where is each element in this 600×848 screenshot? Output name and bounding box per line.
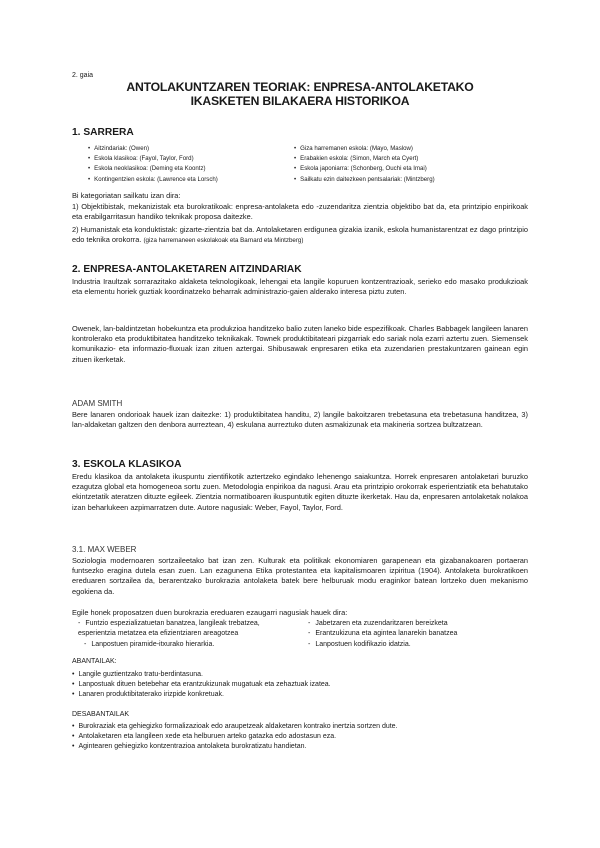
subheading-max-weber: 3.1. MAX WEBER <box>72 545 137 554</box>
school-item: • Eskola neoklasikoa: (Deming eta Koontz) <box>88 164 288 174</box>
school-item: • Eskola klasikoa: (Fayol, Taylor, Ford) <box>88 154 288 164</box>
category-2-paragraph <box>72 225 528 246</box>
feature-item: - Funtzio espezializatuetan banatzea, langileak trebatzea, <box>72 619 308 629</box>
advantages-label: ABANTAILAK: <box>72 658 117 665</box>
disadvantages-list <box>72 722 528 753</box>
bureaucracy-features <box>72 619 528 650</box>
school-item: • Kontingentzien eskola: (Lawrence eta Lorsch) <box>88 175 288 185</box>
feature-item: - Jabetzaren eta zuzendaritzaren bereizketa <box>308 619 528 629</box>
feature-item-continued: esperientzia metatzea eta efizientziaren areagotzea <box>78 630 239 638</box>
disadvantage-item: • Agintearen gehiegizko kontzentrazioa antolaketa burokratizatu handietan. <box>72 742 528 752</box>
weber-paragraph: Soziologia modernoaren sortzaileetako bat izan zen. Kulturak eta politikak ekonomiaren garapenean eta gizabanakoaren portaeran funtsezko eragina dutela esan zuen. Lan ezagunena Etika protestantea eta kapitalismoaren izpiritua (1904). Antolaketa burokratikoen ereduaren sortzailea da, berarentzako burokrazia antolaketa batek bere helburuak modu eraginkor batean lortzeko duen mekanismo egokiena da. <box>72 556 528 596</box>
disadvantage-item: • Antolaketaren eta langileen xede eta helburuen arteko gatazka edo adostasun eza. <box>72 732 528 742</box>
page-label: 2. gaia <box>72 72 94 79</box>
pioneers-paragraph: Owenek, lan-baldintzetan hobekuntza eta produkzioa handitzeko balio zuten laneko bide espezifikoak. Charles Babbagek langileen lanaren kontrolerako eta produktibitatea handitzeko teknikakak. Townek produktibitateari pizgarriak edo sariak nola ezarri aztertu zuen. Siemensek komunikazio- eta informazio-fluxuak izan zituen aztergai. Shibusawak enpresaren etika eta zuzendarien prestakuntzaren gainean egin zituen ikerketak. <box>72 324 528 364</box>
category-2-text: 2) Humanistak eta konduktistak: gizarte-zientzia bat da. Antolaketaren erdigunea gizakia izanik, eskola humanistarentzat ez dago printzipio edo teknika orokorra. <box>72 225 528 245</box>
document-title <box>72 80 528 108</box>
advantage-item: • Lanaren produktibitaterako irizpide konkretuak. <box>72 690 528 700</box>
bureaucracy-intro: Egile honek proposatzen duen burokrazia ereduaren ezaugarri nagusiak hauek dira: <box>72 608 348 617</box>
school-item: • Giza harremanen eskola: (Mayo, Maslow) <box>294 144 494 154</box>
school-item: • Eskola japoniarra: (Schonberg, Ouchi eta Imai) <box>294 164 494 174</box>
school-item: • Erabakien eskola: (Simon, March eta Cyert) <box>294 154 494 164</box>
feature-item: - Erantzukizuna eta agintea lanarekin banatzea <box>308 629 528 639</box>
section-heading-sarrera: 1. SARRERA <box>72 127 134 138</box>
section-heading-aitzindariak: 2. ENPRESA-ANTOLAKETAREN AITZINDARIAK <box>72 264 302 275</box>
classical-school-paragraph: Eredu klasikoa da antolaketa ikuspuntu zientifikotik aztertzeko egindako lehenengo saiakuntza. Horrek enpresaren antolaketari buruzko ezagutza global eta homogeneoa sortu zuen. Metodologia enpirikoa da nagusi. Arau eta printzipio orokorrak esperientziatik eta behatutako ekintzetatik ateratzen dituzte egileek. Zientzia normatiboaren ikuspuntutik egiten dituzte ikerketak. Hau da, enpresaren antolaketak nolakoa izan beharlukeen azpimarratzen dute. Autore nagusiak: Weber, Fayol, Taylor, Ford. <box>72 472 528 512</box>
adam-smith-paragraph: Bere lanaren ondorioak hauek izan daitezke: 1) produktibitatea handitu, 2) langile bakoitzaren trebetasuna eta trebetasuna handitzea, 3) lan-aldaketan galtzen den denbora aurreztean, 4) eskulana aurreztuko duten asmakizunak eta makineria sortzea bultzatzean. <box>72 410 528 430</box>
industrial-revolution-paragraph: Industria Iraultzak sorrarazitako aldaketa teknologikoak, lehengai eta langile kopuruen kontzentrazioak, serieko edo masako produkzioak eta elementu horiek guztiak koordinatzeko beharrak administrazio-gaien alderako interesa piztu zuten. <box>72 277 528 297</box>
category-2-note: (giza harremaneen eskolakoak eta Barnard eta Mintzberg) <box>143 237 304 245</box>
categories-intro: Bi kategoriatan sailkatu izan dira: <box>72 191 181 200</box>
school-item: • Aitzindariak: (Owen) <box>88 144 288 154</box>
feature-item: - Lanpostuen piramide-itxurako hierarkia. <box>72 640 308 650</box>
schools-column-right <box>294 144 494 185</box>
schools-list <box>88 144 528 185</box>
schools-column-left <box>88 144 288 185</box>
advantage-item: • Lanpostuak dituen betebehar eta erantzukizunak mugatuak eta zehaztuak izatea. <box>72 680 528 690</box>
school-item: • Sailkatu ezin daitezkeen pentsalariak: (Mintzberg) <box>294 175 494 185</box>
disadvantage-item: • Burokraziak eta gehiegizko formalizazioak edo araupetzeak aldaketaren kontrako inertzia sortzen dute. <box>72 722 528 732</box>
title-line-2: IKASKETEN BILAKAERA HISTORIKOA <box>190 94 410 108</box>
advantages-list <box>72 670 528 701</box>
subheading-adam-smith: ADAM SMITH <box>72 399 123 408</box>
advantage-item: • Langile guztientzako tratu-berdintasuna. <box>72 670 528 680</box>
section-heading-eskola-klasikoa: 3. ESKOLA KLASIKOA <box>72 459 182 470</box>
disadvantages-label: DESABANTAILAK <box>72 711 130 718</box>
feature-item: - Lanpostuen kodifikazio idatzia. <box>308 640 528 650</box>
category-1-paragraph: 1) Objektibistak, mekanizistak eta burokratikoak: enpresa-antolaketa edo -zuzendaritza zientzia objektibo bat da, eta printzipio enpirikoak eta erabilgarritasun handiko teknikak proposa daitezke. <box>72 202 528 222</box>
title-line-1: ANTOLAKUNTZAREN TEORIAK: ENPRESA-ANTOLAKETAKO <box>126 80 474 94</box>
